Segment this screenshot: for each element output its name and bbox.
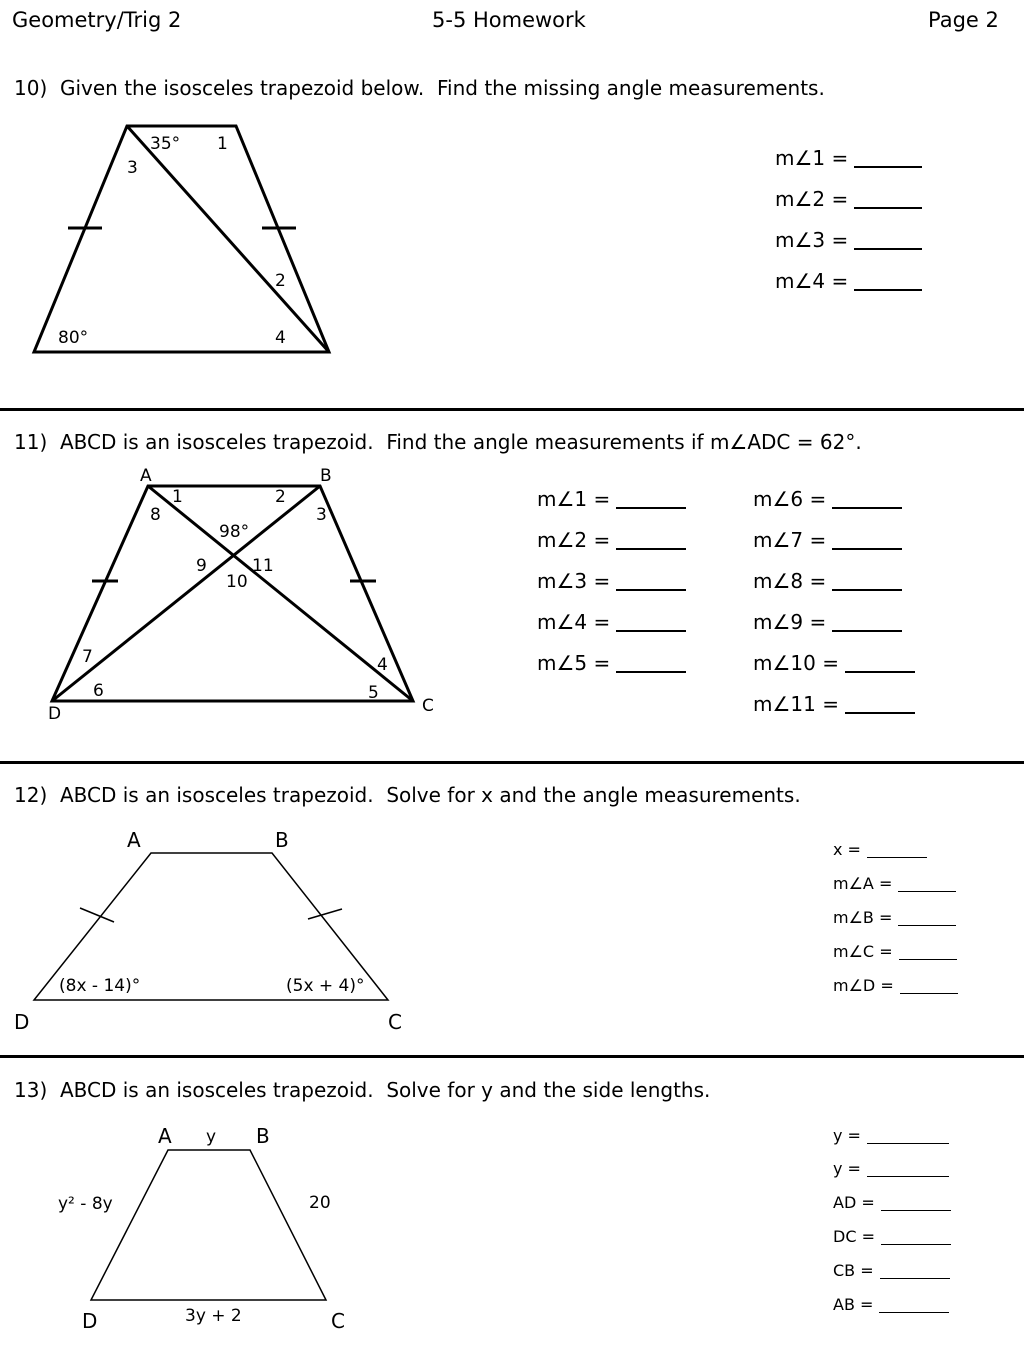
answer-blank[interactable] xyxy=(898,912,956,926)
course-title: Geometry/Trig 2 xyxy=(12,8,182,32)
answer-blank[interactable] xyxy=(832,532,902,550)
page-number: Page 2 xyxy=(928,8,999,32)
answer-label: m∠A = xyxy=(833,874,893,893)
answer-label: y = xyxy=(833,1159,861,1178)
answer-label: m∠10 = xyxy=(753,651,839,675)
answer-label: m∠9 = xyxy=(753,610,827,634)
answer-label: AD = xyxy=(833,1193,875,1212)
angle-label-7: 7 xyxy=(82,647,93,667)
answer-label: m∠2 = xyxy=(775,187,849,211)
angle-label-2: 2 xyxy=(275,487,286,507)
label-angle-3: 3 xyxy=(127,158,138,178)
vertex-b: B xyxy=(320,466,332,486)
answer-blank[interactable] xyxy=(867,844,927,858)
side-bc-label: 20 xyxy=(309,1193,331,1213)
answer-blank[interactable] xyxy=(879,1299,949,1313)
answer-blank[interactable] xyxy=(616,614,686,632)
angle-c-expression: (5x + 4)° xyxy=(286,976,365,996)
vertex-d: D xyxy=(48,704,62,724)
angle-label-9: 9 xyxy=(196,556,207,576)
vertex-b: B xyxy=(275,828,289,852)
assignment-title: 5-5 Homework xyxy=(432,8,586,32)
answer-label: m∠6 = xyxy=(753,487,827,511)
answer-blank[interactable] xyxy=(867,1163,949,1177)
answer-line xyxy=(833,1229,951,1245)
tick-mark-left xyxy=(80,908,114,922)
angle-label-98deg: 98° xyxy=(219,522,250,542)
answer-line xyxy=(775,230,922,250)
vertex-a: A xyxy=(127,828,141,852)
answer-blank[interactable] xyxy=(845,696,915,714)
side-dc-label: 3y + 2 xyxy=(185,1306,242,1326)
answer-line xyxy=(753,571,902,591)
answer-line xyxy=(537,612,686,632)
angle-label-5: 5 xyxy=(368,683,379,703)
trapezoid-11 xyxy=(52,486,413,701)
answer-label: m∠7 = xyxy=(753,528,827,552)
answer-line xyxy=(833,944,957,960)
vertex-c: C xyxy=(331,1309,345,1333)
answer-line xyxy=(833,876,956,892)
answer-line xyxy=(833,1263,950,1279)
answer-blank[interactable] xyxy=(616,573,686,591)
answer-blank[interactable] xyxy=(854,232,922,250)
side-ab-label: y xyxy=(206,1127,217,1147)
angle-label-3: 3 xyxy=(316,505,327,525)
angle-d-expression: (8x - 14)° xyxy=(59,976,141,996)
answer-label: m∠11 = xyxy=(753,692,839,716)
answer-label: AB = xyxy=(833,1295,874,1314)
label-80deg: 80° xyxy=(58,328,89,348)
answer-blank[interactable] xyxy=(867,1130,949,1144)
answer-line xyxy=(775,271,922,291)
answer-label: m∠B = xyxy=(833,908,893,927)
answer-line xyxy=(753,612,902,632)
answer-label: m∠D = xyxy=(833,976,894,995)
answer-blank[interactable] xyxy=(881,1231,951,1245)
angle-label-10: 10 xyxy=(226,572,248,592)
answer-blank[interactable] xyxy=(854,150,922,168)
angle-label-4: 4 xyxy=(377,655,388,675)
answer-line xyxy=(833,1161,949,1177)
answer-label: m∠4 = xyxy=(775,269,849,293)
answer-blank[interactable] xyxy=(832,491,902,509)
answer-label: y = xyxy=(833,1126,861,1145)
answer-line xyxy=(833,910,956,926)
answer-label: m∠1 = xyxy=(775,146,849,170)
angle-label-8: 8 xyxy=(150,505,161,525)
vertex-a: A xyxy=(140,466,152,486)
answer-line xyxy=(537,530,686,550)
answer-blank[interactable] xyxy=(616,491,686,509)
answer-blank[interactable] xyxy=(900,980,958,994)
answer-line xyxy=(537,571,686,591)
answer-label: CB = xyxy=(833,1261,874,1280)
angle-label-11: 11 xyxy=(252,556,274,576)
answer-label: m∠3 = xyxy=(775,228,849,252)
problem-11-prompt: 11) ABCD is an isosceles trapezoid. Find the angle measurements if m∠ADC = 62°. xyxy=(14,430,862,454)
label-35deg: 35° xyxy=(150,134,181,154)
answer-label: m∠8 = xyxy=(753,569,827,593)
answer-blank[interactable] xyxy=(616,655,686,673)
answer-label: x = xyxy=(833,840,861,859)
answer-line xyxy=(833,842,927,858)
answer-blank[interactable] xyxy=(832,573,902,591)
answer-blank[interactable] xyxy=(854,273,922,291)
answer-blank[interactable] xyxy=(845,655,915,673)
answer-blank[interactable] xyxy=(880,1265,950,1279)
vertex-b: B xyxy=(256,1124,270,1148)
angle-label-6: 6 xyxy=(93,681,104,701)
diagonal-bd xyxy=(52,486,320,701)
answer-blank[interactable] xyxy=(881,1197,951,1211)
label-angle-4: 4 xyxy=(275,328,286,348)
trapezoid-12 xyxy=(34,853,388,1000)
label-angle-1: 1 xyxy=(217,134,228,154)
answer-line xyxy=(833,1128,949,1144)
answer-label: m∠C = xyxy=(833,942,893,961)
problem-13-prompt: 13) ABCD is an isosceles trapezoid. Solve for y and the side lengths. xyxy=(14,1078,711,1102)
answer-label: m∠1 = xyxy=(537,487,611,511)
answer-blank[interactable] xyxy=(899,946,957,960)
section-divider xyxy=(0,408,1024,411)
vertex-d: D xyxy=(14,1010,30,1034)
answer-line xyxy=(753,694,915,714)
tick-mark-right xyxy=(308,909,342,919)
diagonal-10 xyxy=(127,126,329,352)
answer-label: m∠4 = xyxy=(537,610,611,634)
vertex-c: C xyxy=(388,1010,402,1034)
section-divider xyxy=(0,761,1024,764)
trapezoid-10 xyxy=(34,126,329,352)
answer-line xyxy=(775,148,922,168)
answer-line xyxy=(833,1195,951,1211)
answer-label: m∠2 = xyxy=(537,528,611,552)
diagonal-ac xyxy=(148,486,413,701)
vertex-a: A xyxy=(158,1124,172,1148)
answer-blank[interactable] xyxy=(854,191,922,209)
vertex-d: D xyxy=(82,1309,98,1333)
trapezoid-13 xyxy=(91,1150,326,1300)
problem-10-prompt: 10) Given the isosceles trapezoid below. Find the missing angle measurements. xyxy=(14,76,825,100)
answer-line xyxy=(833,1297,949,1313)
answer-label: DC = xyxy=(833,1227,875,1246)
answer-line xyxy=(753,489,902,509)
angle-label-1: 1 xyxy=(172,487,183,507)
vertex-c: C xyxy=(422,696,434,716)
answer-blank[interactable] xyxy=(832,614,902,632)
answer-blank[interactable] xyxy=(616,532,686,550)
answer-line xyxy=(537,653,686,673)
side-ad-label: y² - 8y xyxy=(58,1194,113,1214)
answer-blank[interactable] xyxy=(898,878,956,892)
answer-line xyxy=(537,489,686,509)
answer-line xyxy=(753,530,902,550)
answer-label: m∠5 = xyxy=(537,651,611,675)
answer-line xyxy=(833,978,958,994)
section-divider xyxy=(0,1055,1024,1058)
label-angle-2: 2 xyxy=(275,271,286,291)
answer-label: m∠3 = xyxy=(537,569,611,593)
answer-line xyxy=(775,189,922,209)
answer-line xyxy=(753,653,915,673)
problem-12-prompt: 12) ABCD is an isosceles trapezoid. Solve for x and the angle measurements. xyxy=(14,783,801,807)
